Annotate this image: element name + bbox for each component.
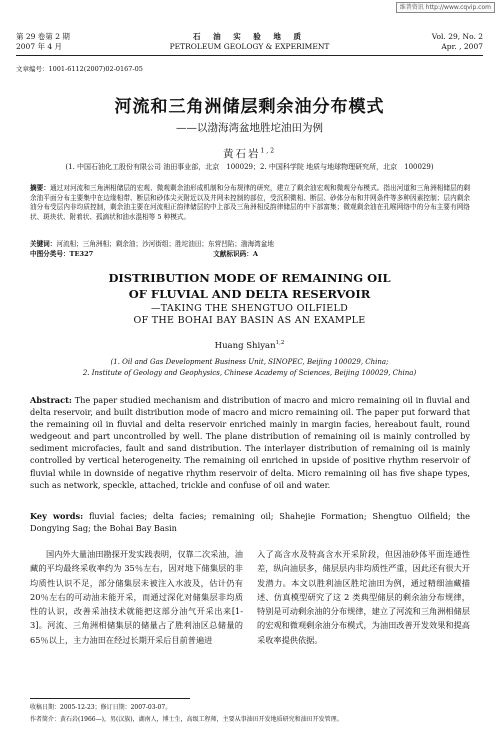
footnote-author: 作者简介：黄石岩(1966—)，男(汉族)，湖南人，博士生，高级工程师，主要从事油田开发地质研究和油田开发管理。	[30, 716, 343, 723]
subtitle-en-line2: OF THE BOHAI BAY BASIN AS AN EXAMPLE	[133, 315, 366, 326]
header-journal	[0, 32, 499, 52]
affiliation-cn: (1. 中国石油化工股份有限公司 油田事业部，北京 100029；2. 中国科学院 地质与地球物理研究所，北京 100029)	[65, 163, 434, 171]
classification-cn	[30, 250, 470, 259]
keywords-en	[30, 510, 470, 534]
affiliation-en	[0, 357, 499, 379]
date-en: Apr. , 2007	[441, 42, 483, 51]
title-en-line1: DISTRIBUTION MODE OF REMAINING OIL	[108, 271, 391, 285]
abstract-en	[30, 394, 470, 491]
affiliation-en-line1: (1. Oil and Gas Development Business Unit, SINOPEC, Beijing 100029, China;	[110, 358, 389, 366]
author-en	[0, 340, 499, 351]
abstract-en-label: Abstract:	[30, 395, 72, 405]
abstract-en-text: The paper studied mechanism and distribution of macro and micro remaining oil in fluvial and delta reservoir, and built distribution mode of macro and micro remaining oil. The paper put forward that the remaining oil in fluvial and delta reservoir enriched mainly in margin facies, hereabout fault, round wedgeout and part uncontrolled by well. The plane distribution of remaining oil is mainly controlled by sediment microfacies, fault and sand distribution. The interlayer distribution of remaining oil is mainly controlled by vertical heterogeneity. The remaining oil enriched in upside of positive rhythm reservoir of fluvial while in downside of negative rhythm reservoir of delta. Micro remaining oil has five shape types, such as network, speckle, attached, trickle and confuse of oil and water.	[30, 395, 470, 490]
keywords-cn-text: 河流相；三角洲相；剩余油；沙河街组；胜坨油田；东营凹陷；渤海湾盆地	[56, 240, 274, 248]
title-en	[0, 270, 499, 302]
abstract-cn-text: 通过对河流和三角洲相储层的宏观、微观剩余油形成机制和分布规律的研究，建立了剩余油宏观和微观分布模式。指出河道和三角洲相储层的剩余油平面分布主要集中在边缘相带、断层和砂体尖灭附近以及井网未控制的部位，受沉积微相、断层、砂体分布和井网条件等多种因素控制；层内剩余油分布受层内非均质控制，剩余油主要在河流相正韵律储层的中上部及三角洲相反韵律储层的中下部富集；微观剩余油在孔喉网络中的分布主要有网络状、斑块状、附着状、孤滴状和油水混相等 5 种模式。	[30, 184, 471, 221]
header-rule	[16, 55, 483, 56]
watermark-stamp: 维普资讯 http://www.cqvip.com	[396, 2, 495, 13]
author-en-sup: 1,2	[275, 340, 285, 346]
subtitle-cn: ——以渤海湾盆地胜坨油田为例	[176, 122, 323, 134]
journal-name-en: PETROLEUM GEOLOGY & EXPERIMENT	[169, 42, 330, 51]
footnote-rule	[30, 698, 190, 699]
volume-cn: 第 29 卷第 2 期	[16, 32, 70, 41]
keywords-cn	[30, 240, 470, 249]
abstract-cn	[30, 184, 470, 222]
title-en-line2: OF FLUVIAL AND DELTA RESERVOIR	[128, 287, 371, 301]
keywords-en-label: Key words:	[30, 511, 84, 521]
author-cn	[0, 146, 499, 161]
title-cn: 河流和三角洲储层剩余油分布模式	[114, 97, 385, 117]
body-column-left: 国内外大量油田勘探开发实践表明，仅靠二次采油，油藏的平均最终采收率约为 35％左右，因对地下储集层的非均质性认识不足，部分储集层未被注入水波及，估计仍有 20％左右的可动油未能开采，而通过深化对储集层非均质性的认识，改善采油技术就能把这部分油气开采出来[1-3]。河流、三角洲相储集层的储量占了胜利油区总储量的 65％以上，主力油田在经过长期开采后目前普遍进	[30, 549, 243, 645]
volume-en: Vol. 29, No. 2	[431, 32, 483, 41]
keywords-en-text: fluvial facies; delta facies; remaining oil; Shahejie Formation; Shengtuo Oilfield; the Dongying Sag; the Bohai Bay Basin	[30, 511, 471, 534]
keywords-cn-label: 关键词：	[30, 240, 57, 248]
body-column-right: 入了高含水及特高含水开采阶段，但因油砂体平面连通性差，纵向油层多，储层层内非均质性严重，因此还有很大开发潜力。本文以胜利油区胜坨油田为例，通过精细油藏描述、仿真模型研究了这 2 类典型储层的剩余油分布规律，特别是可动剩余油的分布规律，建立了河流和三角洲相储层的宏观和微观剩余油分布模式，为油田改善开发效果和提高采收率提供依据。	[257, 549, 470, 645]
abstract-cn-label: 摘要：	[30, 184, 51, 192]
author-name-cn: 黄石岩	[222, 148, 261, 160]
journal-name-cn: 石 油 实 验 地 质	[192, 32, 307, 41]
doc-code: 文献标识码：A	[213, 250, 258, 258]
author-name-en: Huang Shiyan	[214, 340, 276, 351]
date-cn: 2007 年 4 月	[16, 42, 63, 51]
clc-number: 中图分类号：TE327	[30, 250, 94, 258]
subtitle-en-line1: —TAKING THE SHENGTUO OILFIELD	[150, 303, 349, 314]
affiliation-en-line2: 2. Institute of Geology and Geophysics, Chinese Academy of Sciences, Beijing 100029, China)	[82, 369, 417, 377]
author-cn-sup: 1,2	[260, 147, 277, 155]
header-volume-en	[432, 32, 483, 52]
article-number: 文章编号：1001-6112(2007)02-0167-05	[16, 65, 143, 73]
footnote-received: 收稿日期：2005-12-23；修订日期：2007-03-07。	[30, 704, 172, 711]
subtitle-en	[0, 303, 499, 327]
